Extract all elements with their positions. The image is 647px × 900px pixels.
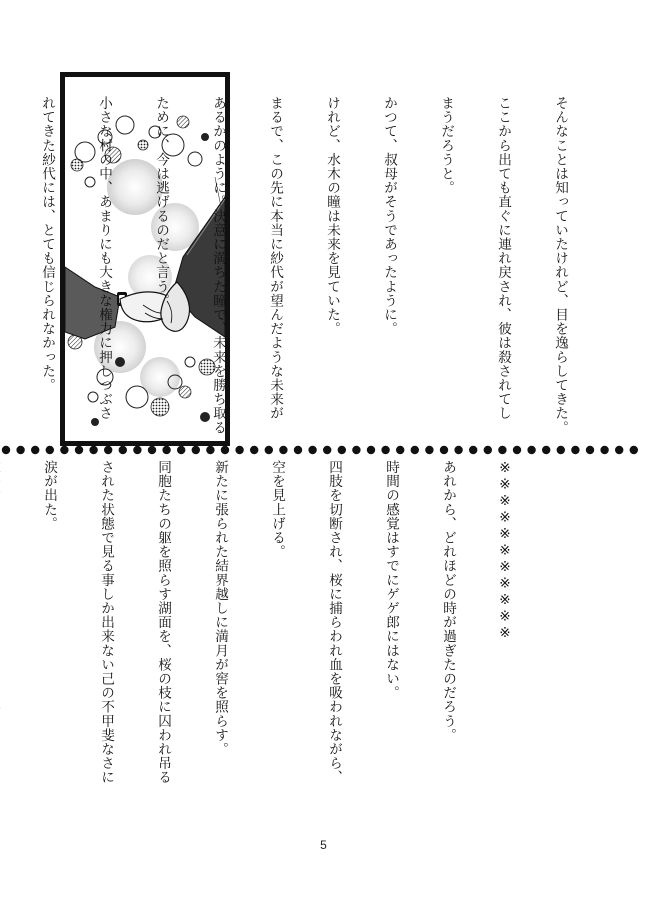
- separator-dot: [294, 446, 302, 454]
- separator-dot: [308, 446, 316, 454]
- separator-dot: [527, 446, 535, 454]
- text-line: まうだろうと。: [438, 96, 454, 195]
- separator-dot: [104, 446, 112, 454]
- text-line: 時間の感覚はすでにゲゲ郎にはない。: [383, 460, 399, 700]
- separator-dot: [352, 446, 360, 454]
- text-line: 涙が出た。: [41, 460, 57, 531]
- text-line: 同胞たちの躯を照らす湖面を、桜の枝に囚われ吊る: [155, 460, 171, 785]
- separator-dot: [367, 446, 375, 454]
- separator-dot: [206, 446, 214, 454]
- separator-dot: [630, 446, 638, 454]
- separator-dot: [192, 446, 200, 454]
- page-number: 5: [320, 838, 327, 852]
- separator-dot: [454, 446, 462, 454]
- upper-text-block: [0, 96, 607, 448]
- separator-dot: [425, 446, 433, 454]
- separator-dot: [469, 446, 477, 454]
- separator-dot: [338, 446, 346, 454]
- text-line: あれから、どれほどの時が過ぎたのだろう。: [440, 460, 456, 742]
- text-line: ために、今は逃げるのだと言う。: [153, 96, 169, 308]
- separator-dot: [615, 446, 623, 454]
- separator-dot: [265, 446, 273, 454]
- text-line: 四肢を切断され、桜に捕らわれ血を吸われながら、: [326, 460, 342, 785]
- separator-dot: [381, 446, 389, 454]
- separator-dot: [586, 446, 594, 454]
- separator-dot: [557, 446, 565, 454]
- text-line: 新たに張られた結界越しに満月が窖を照らす。: [212, 460, 228, 757]
- separator-dot: [498, 446, 506, 454]
- text-line: そんなことは知っていたけれど、目を逸らしてきた。: [552, 96, 568, 435]
- separator-dot: [440, 446, 448, 454]
- separator-dot: [60, 446, 68, 454]
- separator-dot: [133, 446, 141, 454]
- separator-dot: [177, 446, 185, 454]
- text-line: けれど、水木の瞳は未来を見ていた。: [324, 96, 340, 336]
- text-line: かつて、叔母がそうであったように。: [381, 96, 397, 336]
- separator-dot: [542, 446, 550, 454]
- text-line: [0, 460, 1, 825]
- separator-dot: [75, 446, 83, 454]
- separator-dot: [235, 446, 243, 454]
- separator-dot: [119, 446, 127, 454]
- separator-dot: [46, 446, 54, 454]
- separator-dot: [162, 446, 170, 454]
- text-line: 空を見上げる。: [269, 460, 285, 559]
- separator-dot: [571, 446, 579, 454]
- separator-dot: [484, 446, 492, 454]
- separator-dot: [2, 446, 10, 454]
- separator-dot: [16, 446, 24, 454]
- separator-dot: [600, 446, 608, 454]
- separator-dot: [89, 446, 97, 454]
- lower-text-block: [0, 460, 552, 825]
- separator-dot: [323, 446, 331, 454]
- text-line: ※※※※※※※※※※※: [497, 460, 513, 642]
- separator-dot: [396, 446, 404, 454]
- separator-dot: [250, 446, 258, 454]
- separator-dot: [411, 446, 419, 454]
- text-line: あるかのように。決意に満ちた瞳で、未来を勝ち取る: [210, 96, 226, 435]
- separator-dot: [221, 446, 229, 454]
- text-line: ここから出ても直ぐに連れ戻され、彼は殺されてし: [495, 96, 511, 421]
- text-line: まるで、この先に本当に紗代が望んだような未来が: [267, 96, 283, 421]
- text-line: れてきた紗代には、とても信じられなかった。: [39, 96, 55, 393]
- separator-dot: [148, 446, 156, 454]
- dotted-separator: [0, 442, 647, 458]
- separator-dot: [31, 446, 39, 454]
- separator-dot: [279, 446, 287, 454]
- text-line: された状態で見る事しか出来ない己の不甲斐なさに: [98, 460, 114, 785]
- text-line: 小さな村の中、あまりにも大きな権力に押しつぶさ: [96, 96, 112, 421]
- separator-dot: [513, 446, 521, 454]
